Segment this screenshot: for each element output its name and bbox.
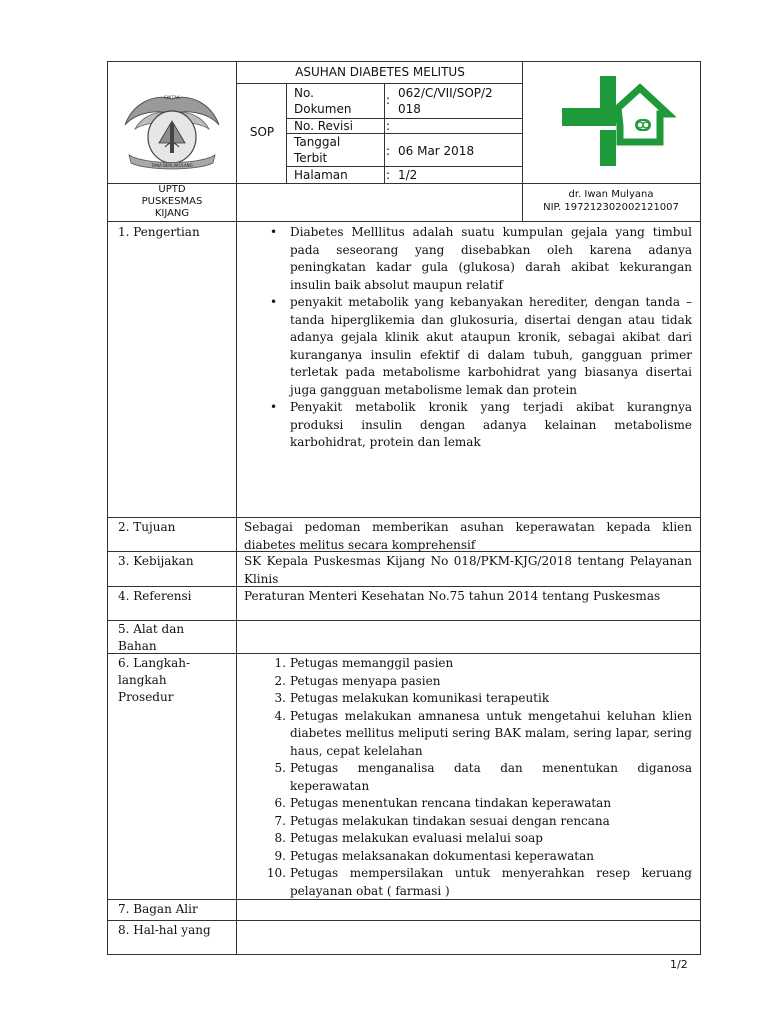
signer-nip: NIP. 197212302002121007 — [543, 202, 679, 213]
section-body-langkah — [266, 655, 692, 900]
no-revisi-colon: : — [386, 119, 391, 133]
document-title: ASUHAN DIABETES MELITUS — [295, 65, 465, 79]
section-label-tujuan: 2. Tujuan — [118, 520, 176, 534]
bullet-icon: • — [270, 225, 278, 239]
list-item: 5. Petugas menganalisa data dan menentukan diganosa keperawatan — [274, 761, 692, 793]
emblem-bottom-text: TANA BERLAKULANG — [151, 163, 193, 168]
regional-emblem-logo — [115, 85, 229, 179]
emblem-top-text: SINTAK — [164, 96, 180, 101]
divider — [236, 221, 237, 955]
section-body-tujuan: Sebagai pedoman memberikan asuhan keperawatan kepada klien diabetes melitus secara komprehensif — [244, 520, 692, 552]
divider — [107, 653, 701, 654]
no-revisi-label: No. Revisi — [294, 119, 353, 133]
bullet-icon: • — [270, 400, 278, 414]
section-label-kebijakan: 3. Kebijakan — [118, 554, 194, 568]
divider — [236, 61, 237, 221]
signer-name: dr. Iwan Mulyana — [568, 189, 654, 200]
section-body-referensi: Peraturan Menteri Kesehatan No.75 tahun 2014 tentang Puskesmas — [244, 589, 661, 603]
halaman-colon: : — [386, 168, 391, 182]
list-item: • penyakit metabolik yang kebanyakan herediter, dengan tanda – tanda hiperglikemia dan glukosuria, disertai dengan atau tidak adanya gejala klinik akut ataupun kronik, sebagai akibat dari kuranganya insulin efektif di dalam tubuh, gangguan primer terletak pada metabolisme karbohidrat yang biasanya disertai juga gangguan metabolisme lemak dan protein — [270, 295, 692, 397]
section-label-hal-hal: 8. Hal-hal yang — [118, 923, 211, 937]
tanggal-terbit-value: 06 Mar 2018 — [398, 144, 475, 158]
section-body-pengertian — [270, 224, 692, 452]
no-dokumen-colon: : — [386, 93, 391, 107]
sop-label: SOP — [249, 125, 275, 139]
divider — [236, 83, 522, 84]
list-item: 3. Petugas melakukan komunikasi terapeutik — [274, 691, 550, 705]
list-item: 6. Petugas menentukan rencana tindakan keperawatan — [274, 796, 612, 810]
list-item: 7. Petugas melakukan tindakan sesuai dengan rencana — [274, 813, 610, 828]
tanggal-terbit-colon: : — [386, 144, 391, 158]
list-item: • Penyakit metabolik kronik yang terjadi akibat kurangnya produksi insulin dengan adanya kelainan metabolisme karbohidrat, protein dan lemak — [270, 400, 692, 449]
section-label-pengertian: 1. Pengertian — [118, 225, 200, 239]
section-label-langkah: 6. Langkah- langkah Prosedur — [118, 656, 191, 704]
no-dokumen-value: 062/C/VII/SOP/2 018 — [398, 86, 493, 116]
list-item: 9. Petugas melaksanakan dokumentasi keperawatan — [274, 848, 594, 863]
section-label-alat-bahan: 5. Alat dan Bahan — [118, 622, 185, 653]
divider — [107, 920, 701, 921]
no-dokumen-label: No. Dokumen — [294, 86, 352, 116]
section-label-referensi: 4. Referensi — [118, 589, 192, 603]
section-body-kebijakan: SK Kepala Puskesmas Kijang No 018/PKM-KJG/2018 tentang Pelayanan Klinis — [244, 554, 692, 586]
list-item: 1. Petugas memanggil pasien — [274, 656, 454, 670]
list-item: 4. Petugas melakukan amnanesa untuk mengetahui keluhan klien diabetes mellitus meliputi sering BAK malam, sering lapar, sering haus, cepat kelelahan — [274, 708, 692, 758]
divider — [107, 221, 701, 222]
divider — [107, 620, 701, 621]
halaman-value: 1/2 — [398, 168, 418, 182]
signer-block — [522, 188, 700, 214]
puskesmas-logo — [556, 68, 676, 176]
organization-name: UPTD PUSKESMAS KIJANG — [141, 184, 203, 219]
list-item: • Diabetes Melllitus adalah suatu kumpulan gejala yang timbul pada seseorang yang disebabkan oleh karena adanya peningkatan kadar gula (glukosa) darah akibat kekurangan insulin baik absolut maupun relatif — [270, 225, 692, 292]
list-item: 10. Petugas mempersilakan untuk menyerahkan resep keruang pelayanan obat ( farmasi ) — [266, 866, 692, 898]
list-item: 2. Petugas menyapa pasien — [274, 673, 441, 688]
divider — [107, 517, 701, 518]
page-number: 1/2 — [670, 958, 688, 971]
bullet-icon: • — [270, 295, 278, 309]
section-label-bagan-alir: 7. Bagan Alir — [118, 902, 198, 916]
list-item: 8. Petugas melakukan evaluasi melalui soap — [274, 831, 543, 845]
halaman-label: Halaman — [294, 168, 348, 182]
tanggal-terbit-label: Tanggal Terbit — [294, 135, 341, 165]
